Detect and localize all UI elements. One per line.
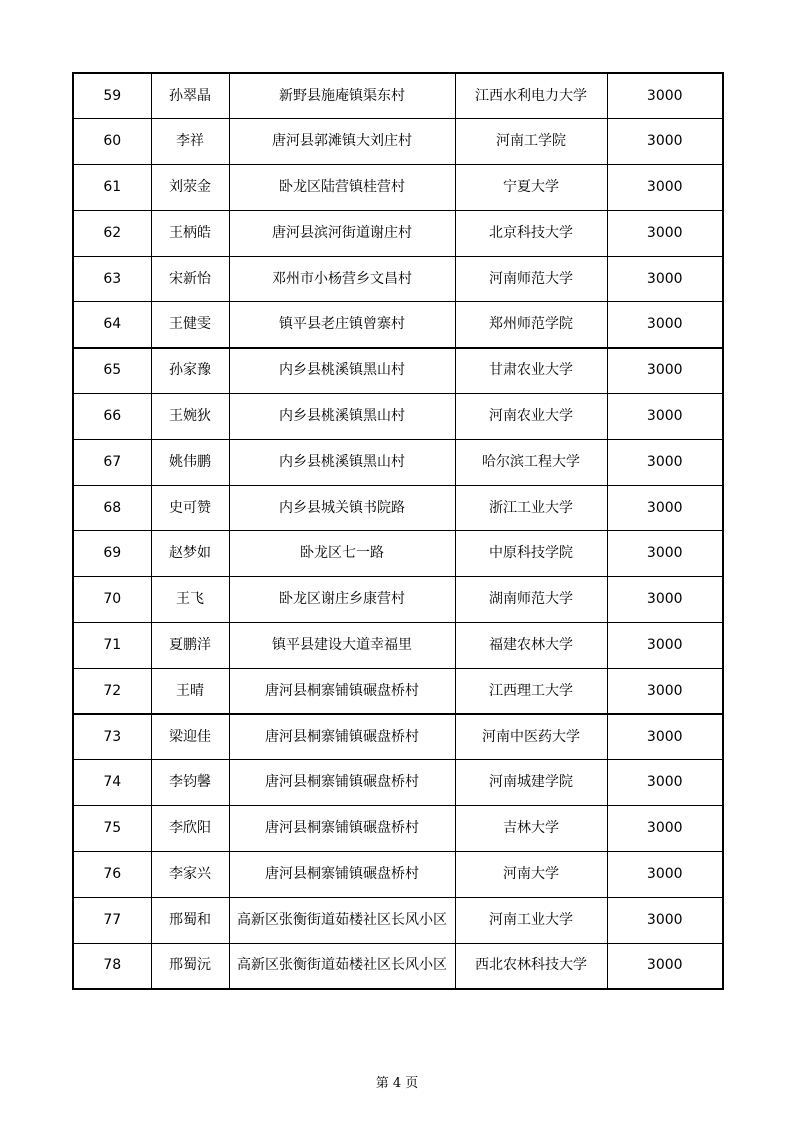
name-cell: 邢蜀和 bbox=[151, 897, 229, 943]
table-row bbox=[73, 439, 723, 485]
name-cell: 史可赞 bbox=[151, 485, 229, 531]
row-number-cell: 70 bbox=[73, 577, 151, 623]
row-number-cell: 61 bbox=[73, 165, 151, 211]
address-cell: 卧龙区谢庄乡康营村 bbox=[229, 577, 455, 623]
address-cell: 唐河县桐寨铺镇碾盘桥村 bbox=[229, 668, 455, 714]
school-cell: 河南城建学院 bbox=[455, 760, 607, 806]
name-cell: 王晴 bbox=[151, 668, 229, 714]
amount-cell: 3000 bbox=[607, 256, 723, 302]
school-cell: 宁夏大学 bbox=[455, 165, 607, 211]
row-number-cell: 75 bbox=[73, 806, 151, 852]
amount-cell: 3000 bbox=[607, 623, 723, 669]
table-body bbox=[73, 73, 723, 989]
table-row bbox=[73, 577, 723, 623]
address-cell: 内乡县城关镇书院路 bbox=[229, 485, 455, 531]
amount-cell: 3000 bbox=[607, 897, 723, 943]
school-cell: 北京科技大学 bbox=[455, 210, 607, 256]
name-cell: 邢蜀沅 bbox=[151, 943, 229, 989]
row-number-cell: 66 bbox=[73, 394, 151, 440]
name-cell: 宋新怡 bbox=[151, 256, 229, 302]
school-cell: 江西水利电力大学 bbox=[455, 73, 607, 119]
table-row bbox=[73, 852, 723, 898]
row-number-cell: 62 bbox=[73, 210, 151, 256]
address-cell: 高新区张衡街道茹楼社区长风小区 bbox=[229, 943, 455, 989]
table-row bbox=[73, 394, 723, 440]
table-row bbox=[73, 760, 723, 806]
table-row bbox=[73, 623, 723, 669]
name-cell: 李欣阳 bbox=[151, 806, 229, 852]
table-row bbox=[73, 348, 723, 394]
table-row bbox=[73, 210, 723, 256]
amount-cell: 3000 bbox=[607, 119, 723, 165]
address-cell: 唐河县滨河街道谢庄村 bbox=[229, 210, 455, 256]
address-cell: 唐河县桐寨铺镇碾盘桥村 bbox=[229, 714, 455, 760]
school-cell: 湖南师范大学 bbox=[455, 577, 607, 623]
row-number-cell: 72 bbox=[73, 668, 151, 714]
table-row bbox=[73, 668, 723, 714]
school-cell: 河南工学院 bbox=[455, 119, 607, 165]
school-cell: 甘肃农业大学 bbox=[455, 348, 607, 394]
amount-cell: 3000 bbox=[607, 531, 723, 577]
name-cell: 刘荥金 bbox=[151, 165, 229, 211]
row-number-cell: 78 bbox=[73, 943, 151, 989]
address-cell: 唐河县桐寨铺镇碾盘桥村 bbox=[229, 806, 455, 852]
table-row bbox=[73, 806, 723, 852]
address-cell: 高新区张衡街道茹楼社区长风小区 bbox=[229, 897, 455, 943]
address-cell: 镇平县老庄镇曾寨村 bbox=[229, 302, 455, 348]
name-cell: 王飞 bbox=[151, 577, 229, 623]
name-cell: 姚伟鹏 bbox=[151, 439, 229, 485]
address-cell: 内乡县桃溪镇黑山村 bbox=[229, 394, 455, 440]
row-number-cell: 69 bbox=[73, 531, 151, 577]
address-cell: 新野县施庵镇渠东村 bbox=[229, 73, 455, 119]
school-cell: 江西理工大学 bbox=[455, 668, 607, 714]
amount-cell: 3000 bbox=[607, 806, 723, 852]
school-cell: 浙江工业大学 bbox=[455, 485, 607, 531]
name-cell: 李钧馨 bbox=[151, 760, 229, 806]
school-cell: 西北农林科技大学 bbox=[455, 943, 607, 989]
row-number-cell: 74 bbox=[73, 760, 151, 806]
school-cell: 中原科技学院 bbox=[455, 531, 607, 577]
row-number-cell: 71 bbox=[73, 623, 151, 669]
amount-cell: 3000 bbox=[607, 714, 723, 760]
row-number-cell: 73 bbox=[73, 714, 151, 760]
address-cell: 内乡县桃溪镇黑山村 bbox=[229, 348, 455, 394]
school-cell: 河南中医药大学 bbox=[455, 714, 607, 760]
amount-cell: 3000 bbox=[607, 852, 723, 898]
amount-cell: 3000 bbox=[607, 165, 723, 211]
row-number-cell: 59 bbox=[73, 73, 151, 119]
amount-cell: 3000 bbox=[607, 577, 723, 623]
amount-cell: 3000 bbox=[607, 668, 723, 714]
row-number-cell: 68 bbox=[73, 485, 151, 531]
name-cell: 李祥 bbox=[151, 119, 229, 165]
table-row bbox=[73, 165, 723, 211]
amount-cell: 3000 bbox=[607, 485, 723, 531]
amount-cell: 3000 bbox=[607, 348, 723, 394]
row-number-cell: 60 bbox=[73, 119, 151, 165]
amount-cell: 3000 bbox=[607, 394, 723, 440]
amount-cell: 3000 bbox=[607, 73, 723, 119]
school-cell: 河南大学 bbox=[455, 852, 607, 898]
table-row bbox=[73, 256, 723, 302]
table-row bbox=[73, 302, 723, 348]
table-row bbox=[73, 897, 723, 943]
school-cell: 哈尔滨工程大学 bbox=[455, 439, 607, 485]
row-number-cell: 65 bbox=[73, 348, 151, 394]
name-cell: 王柄皓 bbox=[151, 210, 229, 256]
amount-cell: 3000 bbox=[607, 302, 723, 348]
table-row bbox=[73, 943, 723, 989]
amount-cell: 3000 bbox=[607, 760, 723, 806]
row-number-cell: 63 bbox=[73, 256, 151, 302]
amount-cell: 3000 bbox=[607, 439, 723, 485]
row-number-cell: 67 bbox=[73, 439, 151, 485]
school-cell: 福建农林大学 bbox=[455, 623, 607, 669]
address-cell: 唐河县桐寨铺镇碾盘桥村 bbox=[229, 852, 455, 898]
address-cell: 内乡县桃溪镇黑山村 bbox=[229, 439, 455, 485]
table-row bbox=[73, 531, 723, 577]
name-cell: 李家兴 bbox=[151, 852, 229, 898]
address-cell: 卧龙区陆营镇桂营村 bbox=[229, 165, 455, 211]
school-cell: 河南师范大学 bbox=[455, 256, 607, 302]
name-cell: 夏鹏洋 bbox=[151, 623, 229, 669]
address-cell: 镇平县建设大道幸福里 bbox=[229, 623, 455, 669]
name-cell: 梁迎佳 bbox=[151, 714, 229, 760]
page-number: 第 4 页 bbox=[375, 1076, 419, 1091]
name-cell: 孙家豫 bbox=[151, 348, 229, 394]
name-cell: 孙翠晶 bbox=[151, 73, 229, 119]
school-cell: 河南工业大学 bbox=[455, 897, 607, 943]
address-cell: 邓州市小杨营乡文昌村 bbox=[229, 256, 455, 302]
table-row bbox=[73, 714, 723, 760]
name-cell: 赵梦如 bbox=[151, 531, 229, 577]
school-cell: 河南农业大学 bbox=[455, 394, 607, 440]
school-cell: 郑州师范学院 bbox=[455, 302, 607, 348]
table-row bbox=[73, 73, 723, 119]
recipient-table bbox=[72, 72, 724, 990]
row-number-cell: 76 bbox=[73, 852, 151, 898]
amount-cell: 3000 bbox=[607, 943, 723, 989]
amount-cell: 3000 bbox=[607, 210, 723, 256]
table-row bbox=[73, 119, 723, 165]
row-number-cell: 64 bbox=[73, 302, 151, 348]
address-cell: 唐河县桐寨铺镇碾盘桥村 bbox=[229, 760, 455, 806]
address-cell: 唐河县郭滩镇大刘庄村 bbox=[229, 119, 455, 165]
name-cell: 王健雯 bbox=[151, 302, 229, 348]
address-cell: 卧龙区七一路 bbox=[229, 531, 455, 577]
table-row bbox=[73, 485, 723, 531]
row-number-cell: 77 bbox=[73, 897, 151, 943]
school-cell: 吉林大学 bbox=[455, 806, 607, 852]
name-cell: 王婉狄 bbox=[151, 394, 229, 440]
